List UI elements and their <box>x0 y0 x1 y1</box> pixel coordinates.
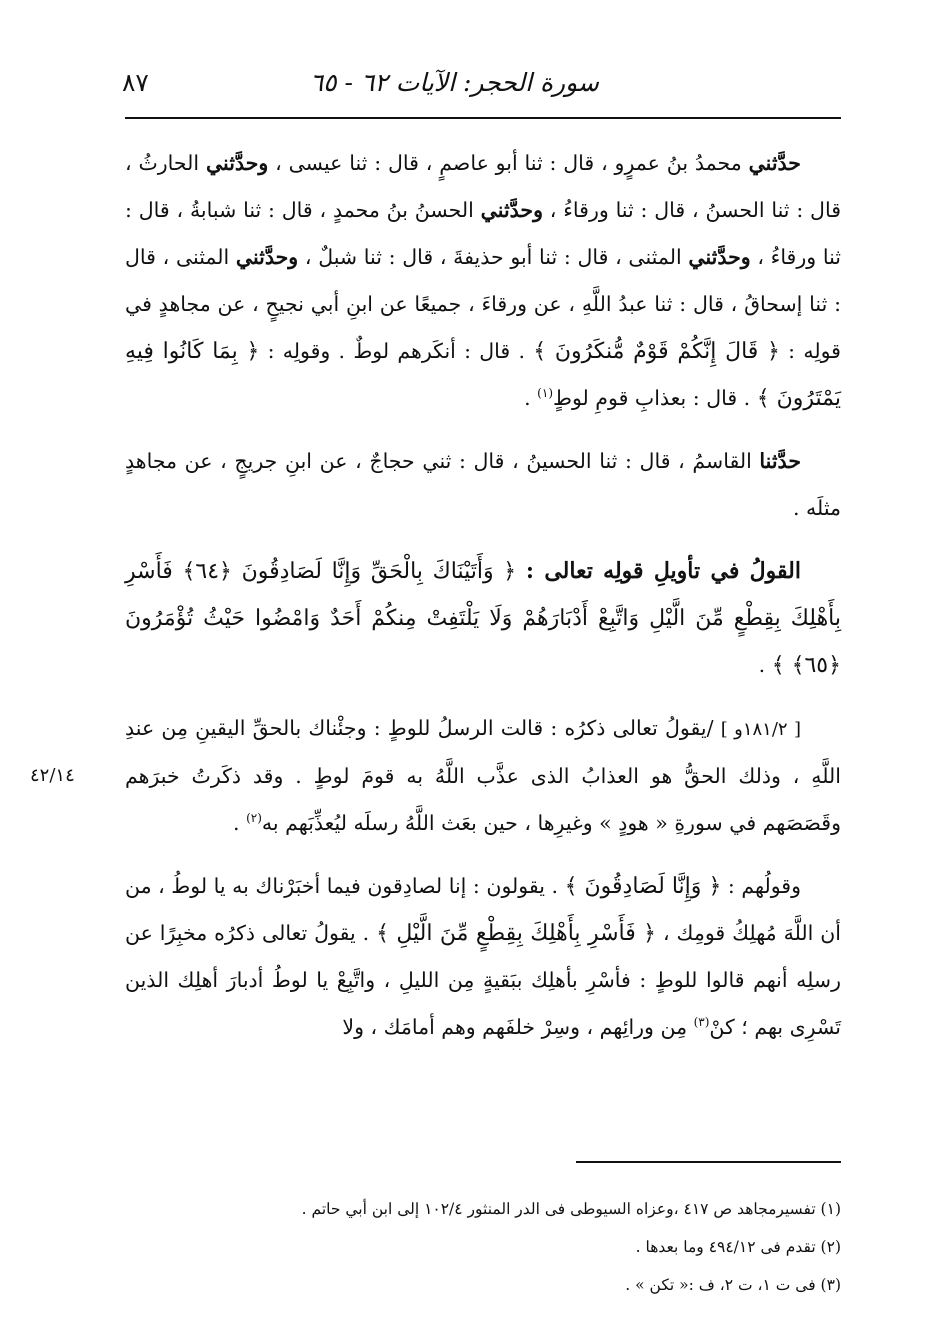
running-title: سورة الحجر: الآيات ٦٢ - ٦٥ <box>309 68 599 97</box>
text-span: مِن ورائِهم ، وسِرْ خلفَهم وهم أمامَك ، ولا <box>342 1015 694 1039</box>
footnote-marker[interactable]: (٢) <box>246 811 262 826</box>
text-span: . <box>233 811 247 835</box>
isnad-term: وحدَّثني <box>688 245 751 269</box>
paragraph-1 <box>125 140 841 422</box>
text-span: المثنى ، قال : ثنا أبو حذيفةَ ، قال : ثنا شبلٌ ، <box>298 245 689 269</box>
text-span: . <box>524 386 538 410</box>
quran-quote: ﴿ بِمَا كَانُوا فِيهِ يَمْتَرُونَ ﴾ <box>125 339 841 411</box>
isnad-term: حدَّثنا <box>759 449 801 473</box>
manuscript-ref: [ ١٨١/٢و ] <box>720 719 802 740</box>
text-span: . قال : بعذابِ قومِ لوطٍ <box>553 386 757 410</box>
page-number: ٨٧ <box>122 68 149 97</box>
isnad-term: وحدَّثني <box>480 198 543 222</box>
footnote-marker[interactable]: (٣) <box>693 1015 710 1030</box>
header-rule <box>125 117 841 119</box>
text-span: . يقولون : إنا لصادِقون فيما أخبَرْناك به يا لوطُ ، من أن اللَّهَ مُهلِكُ قومِك ، <box>125 874 841 945</box>
text-span: /يقولُ تعالى ذكرُه : قالت الرسلُ للوطٍ : وجئْناك بالحقِّ اليقينِ مِن عندِ اللَّهِ ، وذلك الحقُّ هو العذابُ الذى عذَّب اللَّهُ به قومَ لوطٍ . وقد ذكَرتُ خبرَهم وقَصَصَهم في سورةِ « هودٍ » وغيرِها ، حين بعَث اللَّهُ رسلَه ليُعذِّبَهم به <box>125 716 841 835</box>
paragraph-4 <box>125 705 841 847</box>
footnotes <box>125 1190 841 1304</box>
quran-quote: ﴿ وَإِنَّا لَصَادِقُونَ ﴾ <box>564 874 722 899</box>
paragraph-5 <box>125 863 841 1051</box>
text-span: الحسنُ بنُ محمدٍ ، قال : ثنا شبابةُ ، قال : ثنا ورقاءُ ، <box>125 198 841 269</box>
paragraph-3 <box>125 548 841 689</box>
text-span: القاسمُ ، قال : ثنا الحسينُ ، قال : ثني حجاجٌ ، عن ابنِ جريجٍ ، عن مجاهدٍ مثلَه . <box>125 449 841 520</box>
quran-quote: ﴿ وَأَتَيْنَاكَ بِالْحَقِّ وَإِنَّا لَصَادِقُونَ ﴿٦٤﴾ فَأَسْرِ بِأَهْلِكَ بِقِطْعٍ مِّنَ الَّيْلِ وَاتَّبِعْ أَدْبَارَهُمْ وَلَا يَلْتَفِتْ مِنكُمْ أَحَدٌ وَامْضُوا حَيْثُ تُؤْمَرُونَ ﴿٦٥﴾ ﴾ <box>125 559 841 678</box>
footnote-3: (٣) فى ت ١، ت ٢، ف :« تكن » . <box>625 1276 841 1294</box>
section-heading: القولُ في تأويلِ قولِه تعالى : <box>525 558 801 584</box>
text-span: . يقولُ تعالى ذكرُه مخبِرًا عن رسلِه أنهم قالوا للوطٍ : فأسْرِ بأهلِك ببَقيةٍ مِن الليلِ ، واتَّبِعْ يا لوطُ أدبارَ أهلِك الذين تَسْرِى بهم ؛ كنْ <box>125 921 841 1039</box>
footnote-rule <box>576 1161 841 1163</box>
text-span: . <box>758 653 772 677</box>
isnad-term: وحدَّثني <box>235 245 299 269</box>
quran-quote: ﴿ قَالَ إِنَّكُمْ قَوْمٌ مُّنكَرُونَ ﴾ <box>533 339 780 364</box>
footnote-1: (١) تفسيرمجاهد ص ٤١٧ ،وعزاه السيوطى فى الدر المنثور ١٠٢/٤ إلى ابن أبي حاتم . <box>301 1200 841 1218</box>
paragraph-2 <box>125 438 841 532</box>
footnote-marker[interactable]: (١) <box>537 386 553 401</box>
text-span: وقولُهم : <box>721 874 801 898</box>
text-span: المثنى ، قال : ثنا إسحاقُ ، قال : ثنا عبدُ اللَّهِ ، عن ورقاءَ ، جميعًا عن ابنِ أبي نجيحٍ ، عن مجاهدٍ في قولِه : <box>125 245 841 363</box>
text-span: الحارثُ ، قال : ثنا الحسنُ ، قال : ثنا ورقاءُ ، <box>125 151 841 222</box>
isnad-term: وحدَّثني <box>205 151 269 175</box>
footnote-2: (٢) تقدم فى ٤٩٤/١٢ وما بعدها . <box>635 1238 841 1256</box>
main-text <box>125 140 841 1067</box>
running-header <box>120 68 819 112</box>
quran-quote: ﴿ فَأَسْرِ بِأَهْلِكَ بِقِطْعٍ مِّنَ الَّيْلِ ﴾ <box>376 921 657 946</box>
isnad-term: حدَّثني <box>748 151 801 175</box>
text-span: . قال : أنكَرهم لوطٌ . وقولِه : <box>259 339 534 363</box>
text-span: محمدُ بنُ عمرٍو ، قال : ثنا أبو عاصمٍ ، قال : ثنا عيسى ، <box>268 151 749 175</box>
marginal-reference: ٤٢/١٤ <box>30 765 75 786</box>
